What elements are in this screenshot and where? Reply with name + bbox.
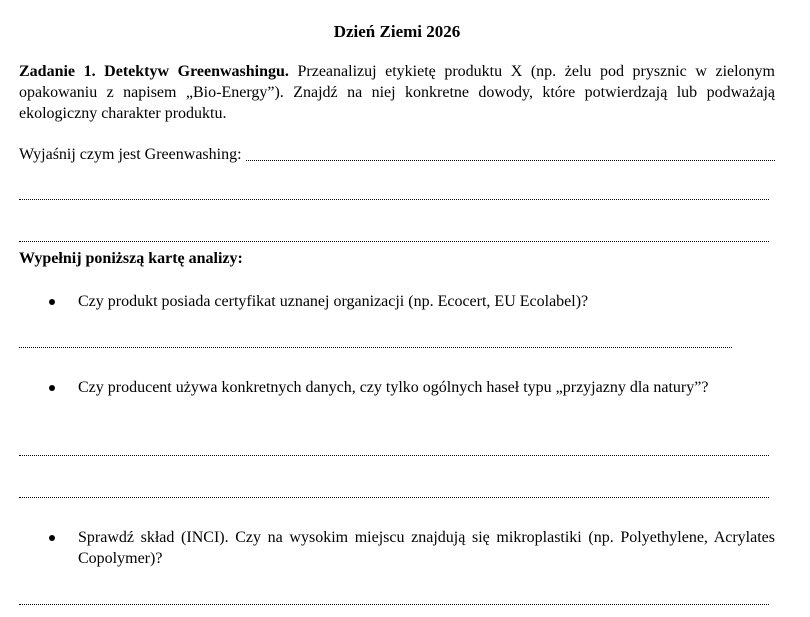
analysis-heading: Wypełnij poniższą kartę analizy: [19,250,243,267]
bullet-icon [49,385,55,391]
answer-line-explain-1[interactable] [246,160,775,161]
question-text-1: Czy produkt posiada certyfikat uznanej organizacji (np. Ecocert, EU Ecolabel)? [78,293,589,310]
bullet-icon [49,299,55,305]
question-text-2: Czy producent używa konkretnych danych, czy tylko ogólnych haseł typu „przyjazny dla natury”? [78,379,709,396]
question-text-3: Sprawdź skład (INCI). Czy na wysokim miejscu znajdują się mikroplastiki (np. Polyethylene, Acrylates Copolymer)? [78,529,775,567]
task-text: Przeanalizuj etykietę produktu X (np. żelu pod prysznic w zielonym opakowaniu z napisem „Bio-Energy”). Znajdź na niej konkretne dowody, które potwierdzają lub podważają ekologiczny charakter produktu. [19,63,775,122]
answer-line-q3[interactable] [19,604,769,605]
page-title: Dzień Ziemi 2026 [333,22,461,41]
answer-line-q2-2[interactable] [19,497,769,498]
answer-line-q2-1[interactable] [19,455,769,456]
answer-line-explain-2[interactable] [19,199,769,200]
task-description [19,61,775,124]
answer-line-explain-3[interactable] [19,241,769,242]
bullet-icon [49,535,55,541]
explain-label: Wyjaśnij czym jest Greenwashing: [19,146,242,163]
answer-line-q1[interactable] [19,347,732,348]
task-label: Zadanie 1. Detektyw Greenwashingu. [19,63,289,80]
explain-row [19,145,775,165]
